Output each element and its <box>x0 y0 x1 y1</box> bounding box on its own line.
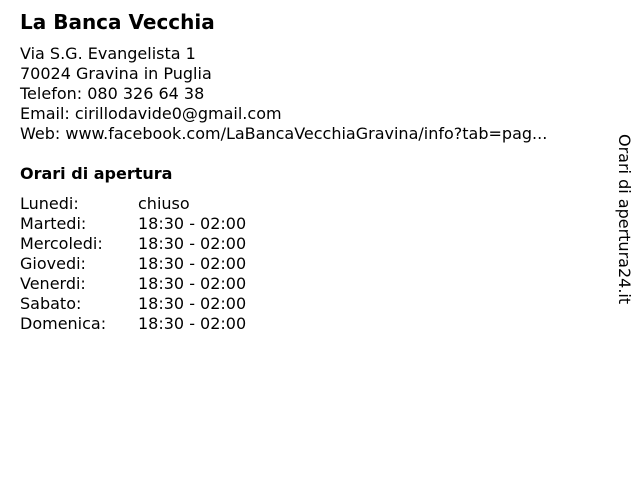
watermark-text: Orari di apertura24.it <box>615 134 634 305</box>
address-street: Via S.G. Evangelista 1 <box>20 44 196 63</box>
day-hours: 18:30 - 02:00 <box>138 314 247 333</box>
website-url: Web: www.facebook.com/LaBancaVecchiaGravina/info?tab=pag... <box>20 124 548 143</box>
business-name: La Banca Vecchia <box>20 10 215 34</box>
day-hours: 18:30 - 02:00 <box>138 294 247 313</box>
opening-hours-heading: Orari di apertura <box>20 164 173 183</box>
day-label: Venerdi: <box>20 274 86 293</box>
day-label: Domenica: <box>20 314 107 333</box>
day-hours: 18:30 - 02:00 <box>138 234 247 253</box>
day-label: Lunedi: <box>20 194 79 213</box>
day-label: Giovedi: <box>20 254 86 273</box>
day-hours: 18:30 - 02:00 <box>138 254 247 273</box>
email-address: Email: cirillodavide0@gmail.com <box>20 104 282 123</box>
day-label: Sabato: <box>20 294 82 313</box>
day-hours: chiuso <box>138 194 190 213</box>
day-hours: 18:30 - 02:00 <box>138 274 247 293</box>
phone-number: Telefon: 080 326 64 38 <box>20 84 205 103</box>
day-hours: 18:30 - 02:00 <box>138 214 247 233</box>
day-label: Martedi: <box>20 214 87 233</box>
day-label: Mercoledi: <box>20 234 103 253</box>
contact-info <box>20 44 547 144</box>
address-city: 70024 Gravina in Puglia <box>20 64 212 83</box>
